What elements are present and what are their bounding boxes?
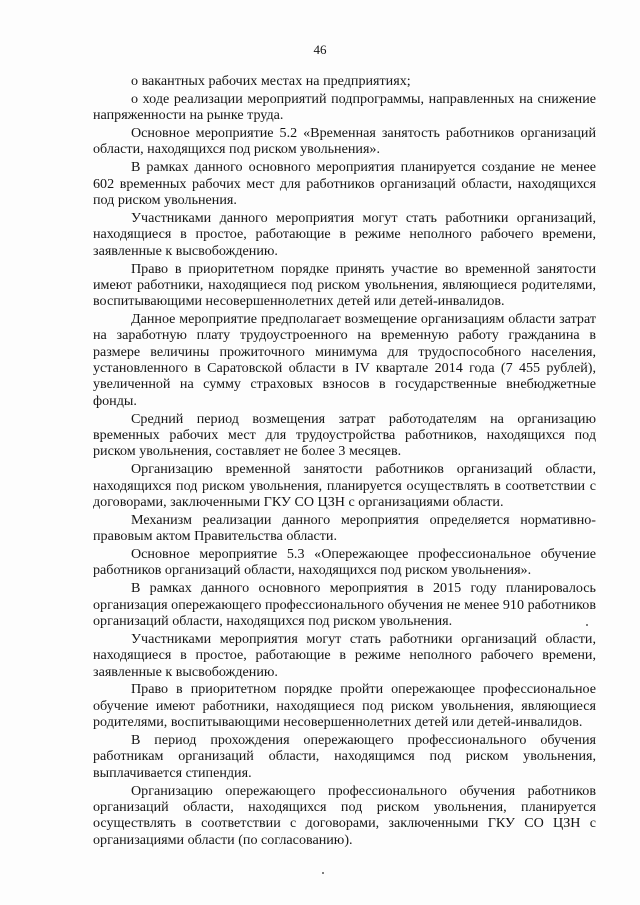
paragraph-measure-5-2-heading: Основное мероприятие 5.2 «Временная занятость работников организаций области, находящихся под риском увольнения». — [93, 125, 596, 158]
paragraph-measure-5-2-jobs: В рамках данного основного мероприятия планируется создание не менее 602 временных рабочих мест для работников организаций области, находящихся под риском увольнения. — [93, 159, 596, 209]
paragraph-list-item-vacancies: о вакантных рабочих местах на предприятиях; — [131, 73, 411, 89]
document-body — [93, 73, 596, 850]
paragraph-measure-5-3-stipend: В период прохождения опережающего профессионального обучения работникам организаций области, находящимся под риском увольнения, выплачивается стипендия. — [93, 732, 596, 781]
paragraph-list-item-subprogram-progress: о ходе реализации мероприятий подпрограммы, направленных на снижение напряженности на рынке труда. — [93, 90, 596, 124]
paragraph-measure-5-2-compensation: Данное мероприятие предполагает возмещение организациям области затрат на заработную плату трудоустроенного на временную работу гражданина в размере величины прожиточного минимума для трудоспособного населения, установленного в Саратовской области в IV квартале 2014 года (7 455 рублей), увеличенной на сумму страховых взносов в государственные внебюджетные фонды. — [93, 311, 596, 409]
paragraph-measure-5-3-organization: Организацию опережающего профессионального обучения работников организаций области, находящихся под риском увольнения, планируется осуществлять в соответствии с договорами, заключенными ГКУ СО ЦЗН с организациями области (по согласованию). — [93, 782, 596, 848]
page-number: 46 — [313, 42, 327, 57]
paragraph-measure-5-2-period: Средний период возмещения затрат работодателям на организацию временных рабочих мест для трудоустройства работников, находящихся под риском увольнения, составляет не более 3 месяцев. — [93, 410, 596, 460]
paragraph-measure-5-2-participants: Участниками данного мероприятия могут стать работники организаций, находящиеся в простое, работающие в режиме неполного рабочего времени, заявленные к высвобождению. — [93, 209, 596, 259]
scan-speck — [586, 624, 588, 626]
paragraph-measure-5-3-training-plan: В рамках данного основного мероприятия в 2015 году планировалось организация опережающего профессионального обучения не менее 910 работников организаций области, находящихся под риском увольнения. — [93, 580, 596, 630]
paragraph-measure-5-3-participants: Участниками мероприятия могут стать работники организаций области, находящиеся в простое, работающие в режиме неполного рабочего времени, заявленные к высвобождению. — [93, 630, 596, 680]
paragraph-measure-5-3-priority: Право в приоритетном порядке пройти опережающее профессиональное обучение имеют работники, находящиеся под риском увольнения, являющиеся родителями, воспитывающими несовершеннолетних детей или детей-инвалидов. — [93, 681, 596, 731]
paragraph-measure-5-2-priority: Право в приоритетном порядке принять участие во временной занятости имеют работники, находящиеся под риском увольнения, являющиеся родителями, воспитывающими несовершеннолетних детей или детей-инвалидов. — [93, 260, 596, 310]
paragraph-measure-5-2-mechanism: Механизм реализации данного мероприятия определяется нормативно-правовым актом Правительства области. — [93, 511, 596, 545]
paragraph-measure-5-2-organization: Организацию временной занятости работников организаций области, находящихся под риском увольнения, планируется осуществлять в соответствии с договорами, заключенными ГКУ СО ЦЗН с организациями области. — [93, 461, 596, 510]
paragraph-measure-5-3-heading: Основное мероприятие 5.3 «Опережающее профессиональное обучение работников организаций области, находящихся под риском увольнения». — [93, 546, 596, 579]
scan-speck — [322, 872, 324, 874]
